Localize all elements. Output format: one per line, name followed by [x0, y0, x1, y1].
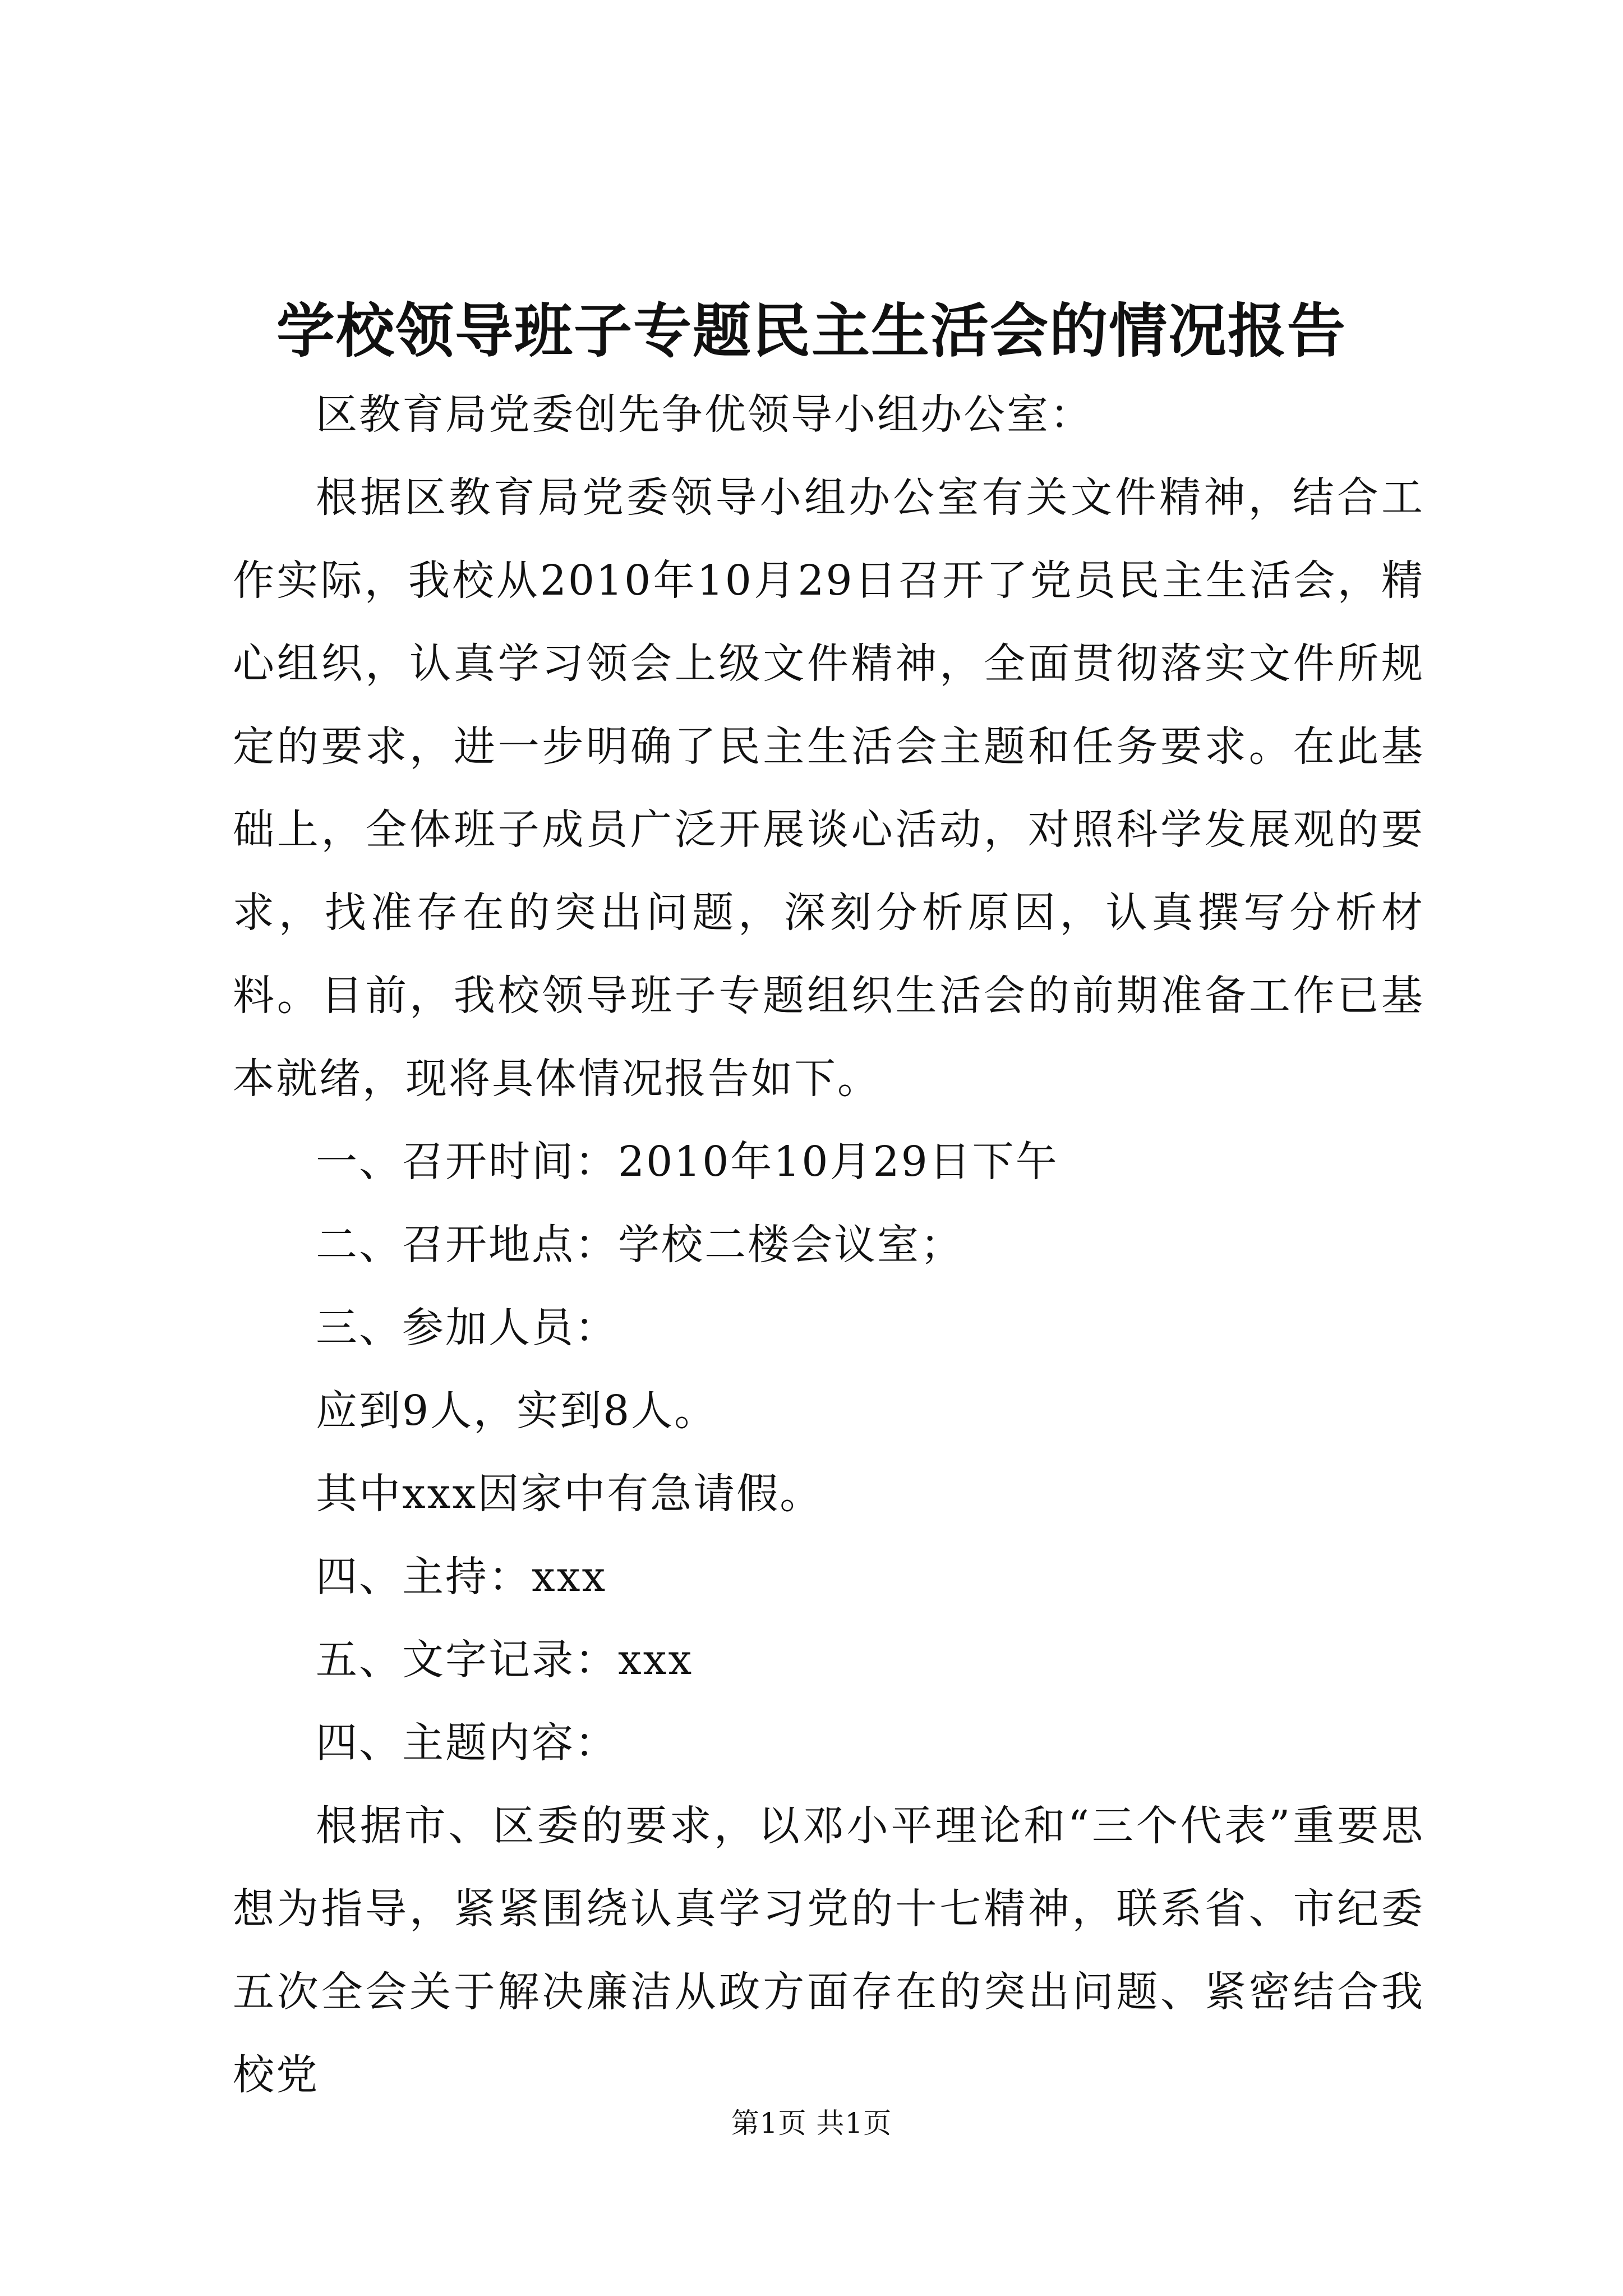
meeting-location: 二、召开地点：学校二楼会议室； [316, 1221, 963, 1269]
recorder: 五、文字记录：xxx [316, 1636, 694, 1684]
salutation: 区教育局党委创先争优领导小组办公室： [316, 390, 1093, 439]
theme-paragraph: 根据市、区委的要求，以邓小平理论和“三个代表”重要思想为指导，紧紧围绕认真学习党的十七精神，联系省、市纪委五次全会关于解决廉洁从政方面存在的突出问题、紧密结合我校党 [233, 1802, 1424, 2099]
attendees-heading: 三、参加人员： [316, 1304, 618, 1352]
host: 四、主持：xxx [316, 1553, 607, 1601]
document-title: 学校领导班子专题民主生活会的情况报告 [276, 296, 1347, 365]
attendance-count: 应到9人，实到8人。 [316, 1387, 718, 1435]
meeting-time: 一、召开时间：2010年10月29日下午 [316, 1138, 1059, 1186]
document-body [233, 373, 1424, 2116]
theme-heading: 四、主题内容： [316, 1719, 618, 1767]
intro-paragraph: 根据区教育局党委领导小组办公室有关文件精神，结合工作实际，我校从2010年10月29日召开了党员民主生活会，精心组织，认真学习领会上级文件精神，全面贯彻落实文件所规定的要求，进一步明确了民主生活会主题和任务要求。在此基础上，全体班子成员广泛开展谈心活动，对照科学发展观的要求，找准存在的突出问题，深刻分析原因，认真撰写分析材料。目前，我校领导班子专题组织生活会的前期准备工作已基本就绪，现将具体情况报告如下。 [233, 473, 1424, 1103]
absence-note: 其中xxx因家中有急请假。 [316, 1470, 823, 1518]
page-footer: 第1页 共1页 [731, 2107, 892, 2139]
